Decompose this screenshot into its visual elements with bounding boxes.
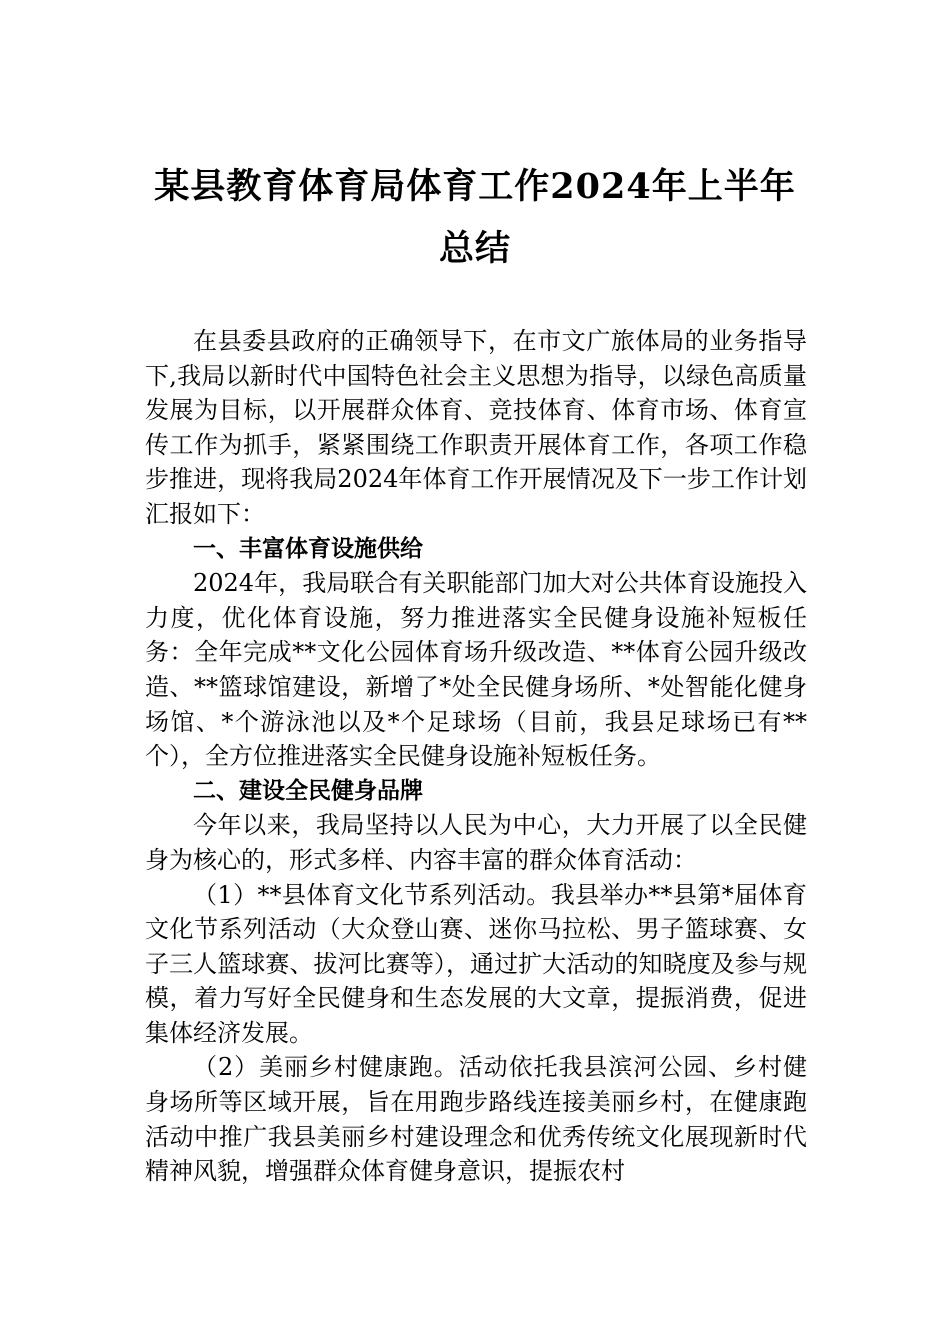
section-2-intro-paragraph: 今年以来，我局坚持以人民为中心，大力开展了以全民健身为核心的，形式多样、内容丰富的群众体育活动： xyxy=(145,811,807,874)
section-heading-1: 一、丰富体育设施供给 xyxy=(193,535,423,562)
activity-item-2: （2）美丽乡村健康跑。活动依托我县滨河公园、乡村健身场所等区域开展，旨在用跑步路线连接美丽乡村，在健康跑活动中推广我县美丽乡村建设理念和优秀传统文化展现新时代精神风貌，增强群众体育健身意识，提振农村 xyxy=(145,1053,807,1186)
section-1-paragraph: 2024年，我局联合有关职能部门加大对公共体育设施投入力度，优化体育设施，努力推进落实全民健身设施补短板任务：全年完成**文化公园体育场升级改造、**体育公园升级改造、**篮球馆建设，新增了*处全民健身场所、*处智能化健身场馆、*个游泳池以及*个足球场（目前，我县足球场已有**个），全方位推进落实全民健身设施补短板任务。 xyxy=(145,569,807,771)
activity-item-1: （1）**县体育文化节系列活动。我县举办**县第*届体育文化节系列活动（大众登山赛、迷你马拉松、男子篮球赛、女子三人篮球赛、拔河比赛等），通过扩大活动的知晓度及参与规模，着力写好全民健身和生态发展的大文章，提振消费，促进集体经济发展。 xyxy=(145,880,807,1047)
document-title: 某县教育体育局体育工作2024年上半年总结 xyxy=(154,166,796,269)
section-heading-2: 二、建设全民健身品牌 xyxy=(193,777,423,804)
document-body xyxy=(145,324,807,1189)
intro-paragraph: 在县委县政府的正确领导下，在市文广旅体局的业务指导下,我局以新时代中国特色社会主义思想为指导，以绿色高质量发展为目标，以开展群众体育、竞技体育、体育市场、体育宣传工作为抓手，紧紧围绕工作职责开展体育工作，各项工作稳步推进，现将我局2024年体育工作开展情况及下一步工作计划汇报如下： xyxy=(145,327,807,528)
